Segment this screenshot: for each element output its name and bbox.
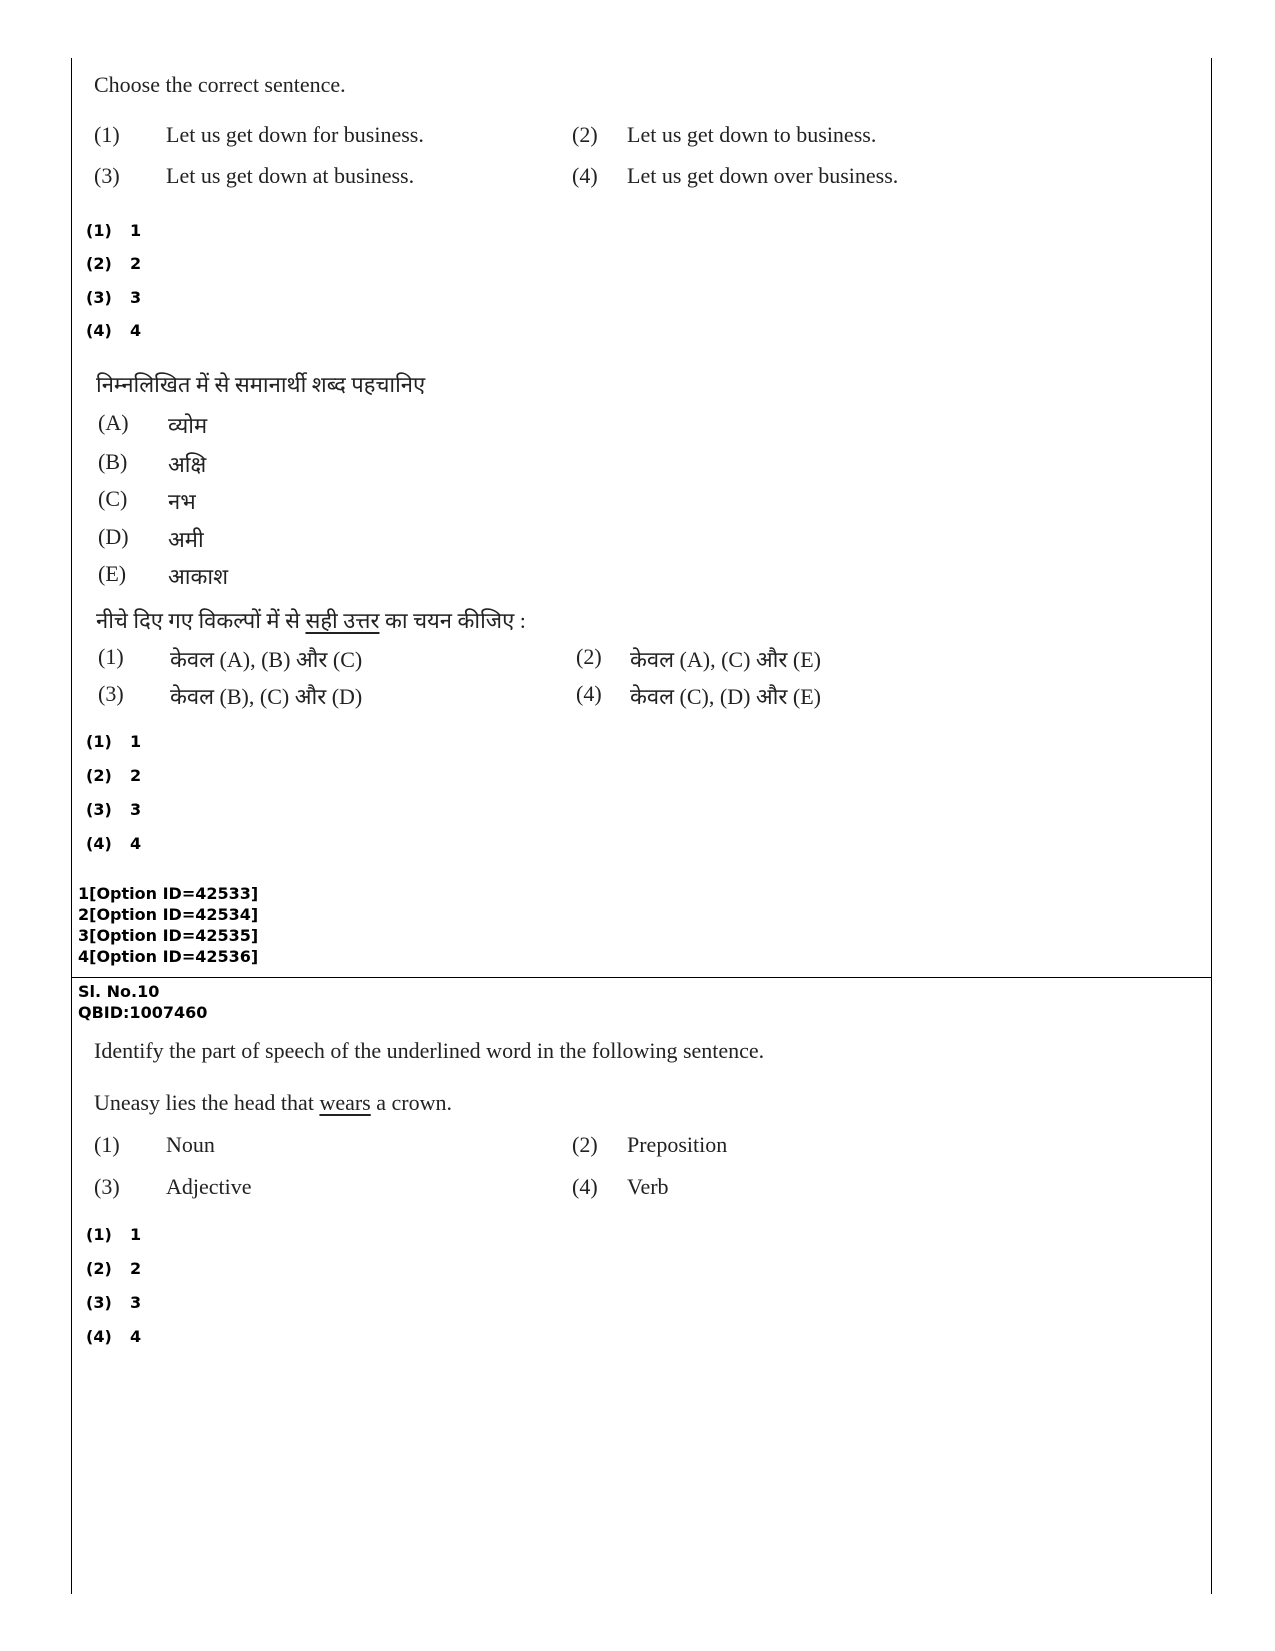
answer-choice[interactable] bbox=[86, 221, 141, 240]
instruction-text: का चयन कीजिए : bbox=[379, 608, 526, 633]
answer-value: 3 bbox=[130, 1293, 142, 1312]
answer-number: (1) bbox=[86, 732, 112, 751]
answer-number: (4) bbox=[86, 834, 112, 853]
option-text: Let us get down at business. bbox=[166, 163, 415, 188]
answer-value: 1 bbox=[130, 221, 142, 240]
item-text: अक्षि bbox=[168, 452, 207, 477]
item-text: व्योम bbox=[168, 413, 208, 438]
instruction-underlined: सही उत्तर bbox=[305, 608, 380, 633]
option-number: (3) bbox=[94, 1174, 120, 1199]
option-text: Preposition bbox=[627, 1132, 728, 1157]
item-label: (A) bbox=[98, 410, 129, 435]
answer-choice[interactable] bbox=[86, 254, 141, 273]
question-stem: निम्नलिखित में से समानार्थी शब्द पहचानिए bbox=[96, 372, 426, 397]
option-number: (4) bbox=[572, 163, 598, 188]
left-border bbox=[71, 58, 72, 1594]
item-text: आकाश bbox=[168, 564, 229, 589]
question-sentence bbox=[94, 1090, 452, 1116]
option-number: (4) bbox=[572, 1174, 598, 1199]
instruction-text: नीचे दिए गए विकल्पों में से bbox=[96, 608, 306, 633]
answer-value: 3 bbox=[130, 800, 142, 819]
answer-choice[interactable] bbox=[86, 321, 141, 340]
answer-choice[interactable] bbox=[86, 766, 141, 785]
serial-number: Sl. No.10 bbox=[78, 982, 160, 1001]
answer-number: (1) bbox=[86, 1225, 112, 1244]
option-number: (1) bbox=[94, 122, 120, 147]
sentence-text: a crown. bbox=[370, 1090, 452, 1115]
answer-choice[interactable] bbox=[86, 1259, 141, 1278]
answer-value: 1 bbox=[130, 732, 142, 751]
option-id: 2[Option ID=42534] bbox=[78, 905, 259, 924]
option-text: Let us get down to business. bbox=[627, 122, 877, 147]
item-label: (C) bbox=[98, 486, 128, 511]
answer-number: (2) bbox=[86, 1259, 112, 1278]
answer-number: (3) bbox=[86, 288, 112, 307]
answer-choice[interactable] bbox=[86, 834, 141, 853]
answer-choice[interactable] bbox=[86, 800, 141, 819]
option-id: 1[Option ID=42533] bbox=[78, 884, 259, 903]
question-stem: Choose the correct sentence. bbox=[94, 72, 346, 97]
option-id: 4[Option ID=42536] bbox=[78, 947, 259, 966]
answer-number: (3) bbox=[86, 800, 112, 819]
answer-value: 2 bbox=[130, 766, 142, 785]
option-number: (4) bbox=[576, 681, 602, 706]
answer-value: 1 bbox=[130, 1225, 142, 1244]
option-id-list bbox=[78, 883, 258, 967]
answer-value: 4 bbox=[130, 1327, 142, 1346]
answer-number: (4) bbox=[86, 321, 112, 340]
option-text: केवल (A), (C) और (E) bbox=[630, 647, 822, 672]
option-text: Let us get down over business. bbox=[627, 163, 899, 188]
option-number: (3) bbox=[94, 163, 120, 188]
question-meta bbox=[78, 981, 207, 1023]
option-id: 3[Option ID=42535] bbox=[78, 926, 259, 945]
answer-value: 2 bbox=[130, 254, 142, 273]
question-divider bbox=[71, 977, 1212, 978]
option-text: केवल (B), (C) और (D) bbox=[170, 684, 363, 709]
instruction bbox=[96, 605, 526, 635]
item-label: (B) bbox=[98, 449, 128, 474]
question-stem: Identify the part of speech of the underlined word in the following sentence. bbox=[94, 1038, 765, 1063]
answer-number: (4) bbox=[86, 1327, 112, 1346]
option-text: केवल (A), (B) और (C) bbox=[170, 647, 363, 672]
option-number: (2) bbox=[576, 644, 602, 669]
answer-value: 4 bbox=[130, 834, 142, 853]
sentence-text: Uneasy lies the head that bbox=[94, 1090, 320, 1115]
answer-choice[interactable] bbox=[86, 1225, 141, 1244]
item-label: (E) bbox=[98, 561, 127, 586]
answer-number: (3) bbox=[86, 1293, 112, 1312]
answer-value: 2 bbox=[130, 1259, 142, 1278]
answer-number: (2) bbox=[86, 766, 112, 785]
answer-choice[interactable] bbox=[86, 288, 141, 307]
option-text: Noun bbox=[166, 1132, 215, 1157]
item-text: अमी bbox=[168, 527, 204, 552]
option-text: Let us get down for business. bbox=[166, 122, 424, 147]
option-text: Adjective bbox=[166, 1174, 252, 1199]
option-text: Verb bbox=[627, 1174, 669, 1199]
right-border bbox=[1211, 58, 1212, 1594]
option-number: (3) bbox=[98, 681, 124, 706]
answer-choice[interactable] bbox=[86, 1327, 141, 1346]
answer-value: 4 bbox=[130, 321, 142, 340]
answer-value: 3 bbox=[130, 288, 142, 307]
qbid: QBID:1007460 bbox=[78, 1003, 208, 1022]
answer-number: (1) bbox=[86, 221, 112, 240]
item-label: (D) bbox=[98, 524, 129, 549]
underlined-word: wears bbox=[319, 1090, 371, 1115]
option-number: (1) bbox=[94, 1132, 120, 1157]
option-number: (1) bbox=[98, 644, 124, 669]
option-number: (2) bbox=[572, 1132, 598, 1157]
answer-number: (2) bbox=[86, 254, 112, 273]
answer-choice[interactable] bbox=[86, 732, 141, 751]
answer-choice[interactable] bbox=[86, 1293, 141, 1312]
option-number: (2) bbox=[572, 122, 598, 147]
option-text: केवल (C), (D) और (E) bbox=[630, 684, 822, 709]
item-text: नभ bbox=[168, 489, 196, 514]
